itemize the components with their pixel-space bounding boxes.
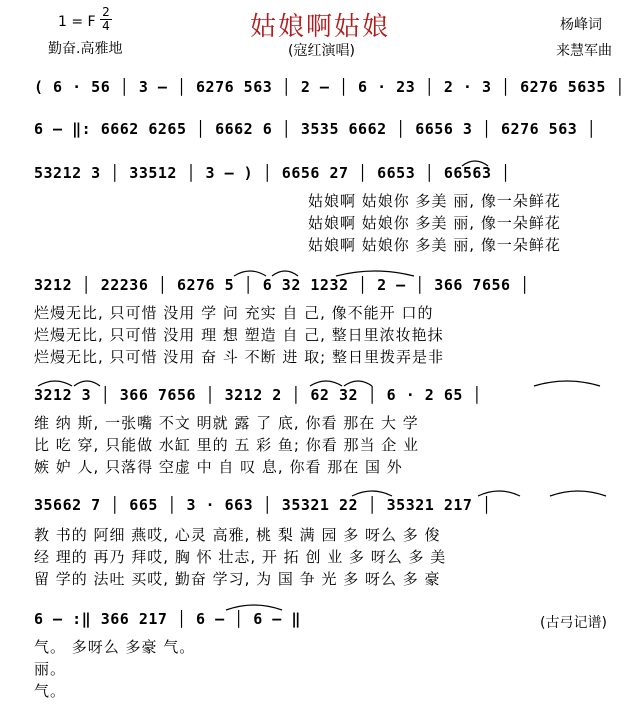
key-label: 1 = F: [58, 14, 96, 30]
key-signature: [58, 14, 96, 30]
tempo-marking: 勤奋.高雅地: [48, 41, 123, 57]
lyric-verse3-row1: 姑娘啊 姑娘你 多美 丽, 像一朵鲜花: [308, 236, 561, 254]
lyric-verse2-row3: 比 吃 穿, 只能做 水缸 里的 五 彩 鱼; 你看 那当 企 业: [34, 436, 420, 454]
lyric-verse1-row3: 维 纳 斯, 一张嘴 不文 明就 露 了 底, 你看 那在 大 学: [34, 414, 419, 432]
notation-line-2: 6 – ‖: 6662 6265 │ 6662 6 │ 3535 6662 │ 6656 3 │ 6276 563 │: [34, 120, 597, 138]
time-signature: [100, 6, 112, 32]
slur-mark: [550, 491, 606, 496]
lyric-verse3-row3: 嫉 妒 人, 只落得 空虚 中 自 叹 息, 你看 那在 国 外: [34, 458, 403, 476]
notation-line-7: 6 – :‖ 366 217 │ 6 – │ 6 – ‖: [34, 610, 301, 628]
notation-line-4: 3212 │ 22236 │ 6276 5 │ 6 32 1232 │ 2 – │ 366 7656 │: [34, 276, 530, 294]
notation-line-6: 35662 7 │ 665 │ 3 · 663 │ 35321 22 │ 35321 217 │: [34, 496, 492, 514]
lyric-verse1-row5: 气。 多呀么 多豪 气。: [34, 638, 196, 656]
lyric-verse3-row4: 留 学的 法吐 买哎, 勤奋 学习, 为 国 争 光 多 呀么 多 豪: [34, 570, 441, 588]
slur-mark: [534, 381, 600, 386]
lyric-verse1-row1: 姑娘啊 姑娘你 多美 丽, 像一朵鲜花: [308, 192, 561, 210]
notation-line-1: ( 6 · 56 │ 3 – │ 6276 563 │ 2 – │ 6 · 23 │ 2 · 3 │ 6276 5635 │: [34, 78, 625, 96]
lyric-verse2-row5: 丽。: [34, 660, 67, 678]
lyric-verse2-row2: 烂熳无比, 只可惜 没用 理 想 塑造 自 己, 整日里浓妆艳抹: [34, 326, 444, 344]
lyric-verse2-row1: 姑娘啊 姑娘你 多美 丽, 像一朵鲜花: [308, 214, 561, 232]
lyric-verse2-row4: 经 理的 再乃 拜哎, 胸 怀 壮志, 开 拓 创 业 多 呀么 多 美: [34, 548, 447, 566]
time-denominator: 4: [100, 19, 112, 32]
lyricist-credit: 杨峰词: [560, 17, 602, 33]
lyric-verse1-row4: 教 书的 阿细 燕哎, 心灵 高雅, 桃 梨 满 园 多 呀么 多 俊: [34, 526, 441, 544]
composer-credit: 来慧军曲: [556, 43, 612, 59]
notation-line-5: 3212 3 │ 366 7656 │ 3212 2 │ 62 32 │ 6 · 2 65 │: [34, 386, 482, 404]
transcriber-credit: (古弓记谱): [540, 615, 607, 631]
lyric-verse3-row5: 气。: [34, 682, 67, 700]
notation-line-3: 53212 3 │ 33512 │ 3 – ) │ 6656 27 │ 6653 │ 66563 │: [34, 164, 511, 182]
song-title: 姑娘啊姑娘: [250, 12, 391, 42]
performer-note: (寇红演唱): [288, 43, 355, 59]
lyric-verse1-row2: 烂熳无比, 只可惜 没用 学 问 充实 自 己, 像不能开 口的: [34, 304, 434, 322]
time-numerator: 2: [102, 5, 110, 19]
lyric-verse3-row2: 烂熳无比, 只可惜 没用 奋 斗 不断 进 取; 整日里拨弄是非: [34, 348, 444, 366]
